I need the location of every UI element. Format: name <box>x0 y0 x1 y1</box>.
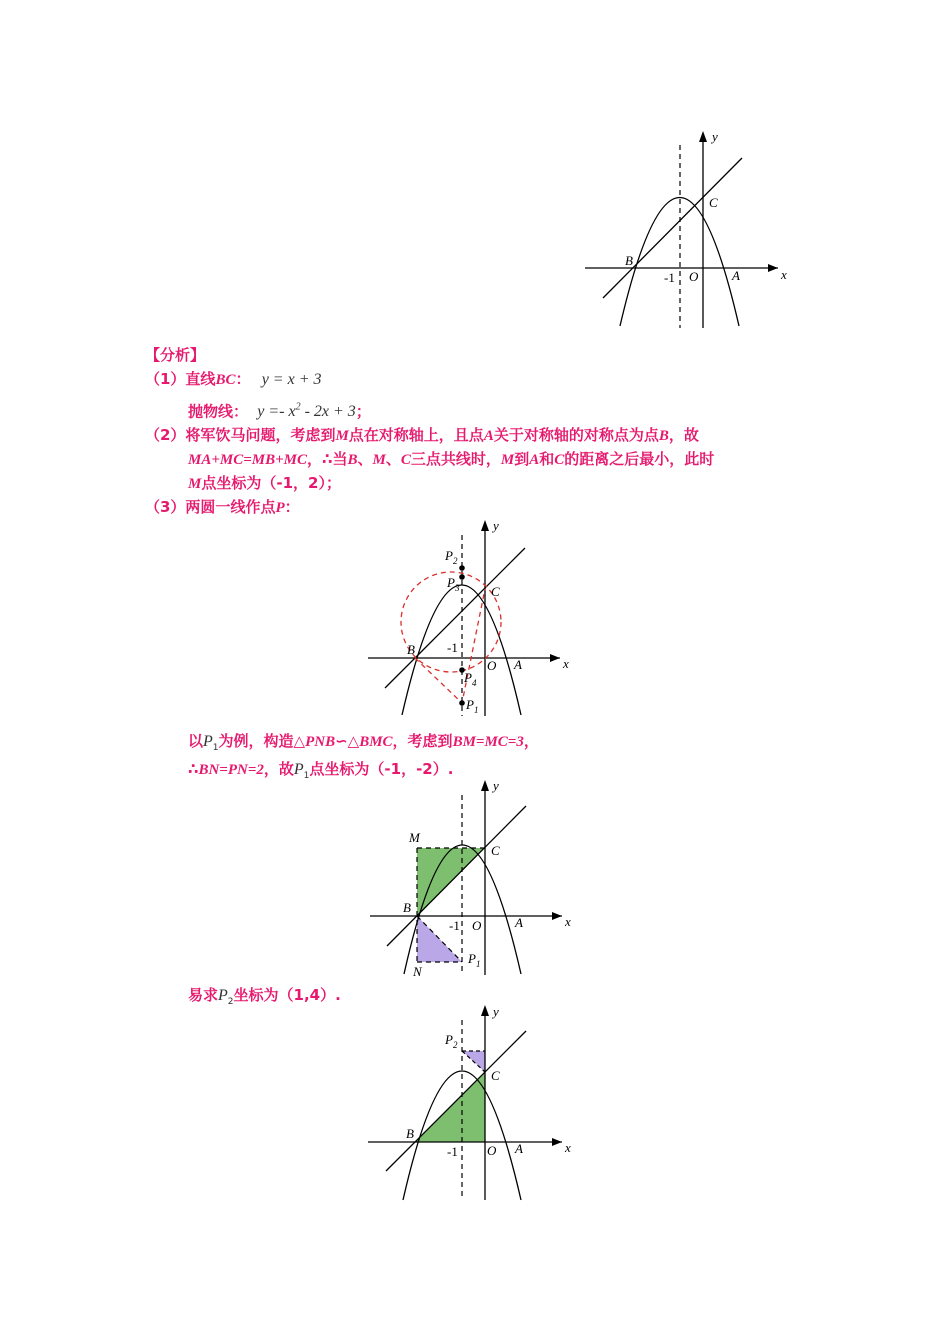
fig2-p1-sub: 1 <box>473 705 479 715</box>
fig2-point-p1 <box>459 700 465 706</box>
parabola-eq-exp: 2 <box>295 402 301 413</box>
p2-l2h: 三点共线时， <box>410 450 501 468</box>
fig3-y-arrow <box>481 780 489 791</box>
parabola-equation <box>257 403 356 420</box>
pp1-a: 以 <box>188 732 204 750</box>
fig3-c-label: C <box>491 843 500 858</box>
pp1-b: 为例，构造△ <box>218 732 306 750</box>
fig2-p4-p: P <box>464 670 472 685</box>
fig1-y-label: y <box>712 129 718 144</box>
fig4-a-label: A <box>515 1141 523 1156</box>
fig2-b-label: B <box>407 642 415 657</box>
figure-2-graph <box>360 515 580 720</box>
fig2-p1-p: P <box>466 697 474 712</box>
pp1-h: BN=PN=2 <box>198 762 264 778</box>
fig4-p2-p: P <box>445 1032 453 1047</box>
pp2-p: P <box>218 987 228 1004</box>
fig2-x-label: x <box>563 656 569 671</box>
part3-line <box>145 497 300 518</box>
pp1-c: ∽△ <box>335 732 360 750</box>
fig1-b-label: B <box>625 253 633 268</box>
fig4-neg1-label: -1 <box>447 1144 458 1159</box>
part2-line2 <box>188 449 714 470</box>
pp1-p2: P <box>293 761 304 778</box>
figure-4-graph <box>360 1000 580 1205</box>
fig2-c-label: C <box>491 584 500 599</box>
p2-l2c: B <box>347 452 358 468</box>
fig4-x-label: x <box>565 1140 571 1155</box>
p2-l2j: 到 <box>514 450 530 468</box>
pp1-p: P <box>203 733 213 750</box>
fig2-o-label: O <box>487 658 497 673</box>
part1-colon: ： <box>235 370 251 388</box>
fig1-parabola <box>620 198 739 327</box>
figure-3-graph <box>360 775 580 980</box>
pp1-d: ，考虑到 <box>392 732 453 750</box>
p2-b1: B <box>658 428 669 444</box>
fig2-x-arrow <box>550 654 560 662</box>
p2-l2g: C <box>400 452 411 468</box>
fig3-axes <box>370 787 562 975</box>
fig1-o-label: O <box>689 269 699 284</box>
fig2-point-p2 <box>459 565 465 571</box>
fig1-a-label: A <box>732 268 740 283</box>
fig4-p2-sub: 2 <box>452 1040 458 1050</box>
fig4-o-label: O <box>487 1143 497 1158</box>
part1-prefix: （1）直线 <box>145 370 216 388</box>
pp2-b: 坐标为（1,4）. <box>233 986 341 1004</box>
fig2-p3-p: P <box>447 575 455 590</box>
fig1-neg1-label: -1 <box>664 270 675 285</box>
fig3-m-label: M <box>409 830 420 845</box>
fig2-p3-sub: 3 <box>454 583 460 593</box>
pp1-g: ∴ <box>188 760 199 778</box>
parabola-line <box>188 398 371 422</box>
parabola-eq-b: - 2x + 3 <box>300 403 356 421</box>
p2-l2k: A <box>529 452 540 468</box>
pp2-sub: 2 <box>227 997 234 1007</box>
pp1-i: ，故 <box>263 760 294 778</box>
parabola-end: ； <box>355 402 371 421</box>
figure-1-graph <box>580 125 800 335</box>
p2-l1d: ，故 <box>668 426 699 444</box>
fig1-y-arrow <box>699 131 707 142</box>
fig2-point-p3 <box>459 574 465 580</box>
part1-bc: BC <box>215 372 236 388</box>
fig2-line-bc <box>385 548 525 688</box>
pp1-f: ， <box>523 732 539 750</box>
fig4-y-label: y <box>493 1004 499 1019</box>
fig3-neg1-label: -1 <box>449 918 460 933</box>
fig4-b-label: B <box>406 1126 414 1141</box>
p3-colon: ： <box>284 498 300 516</box>
fig2-p4-sub: 4 <box>471 678 477 688</box>
fig1-axes <box>585 138 778 328</box>
fig3-x-arrow <box>552 912 562 920</box>
fig3-y-label: y <box>493 778 499 793</box>
part2-line3 <box>188 473 341 494</box>
fig1-x-label: x <box>781 267 787 282</box>
parabola-label: 抛物线： <box>188 402 249 421</box>
p2-l3b: 点坐标为（-1，2）； <box>201 474 341 492</box>
p2-l2e: M <box>372 452 386 468</box>
p1-line1 <box>188 731 539 758</box>
fig2-p3-label <box>446 575 460 593</box>
p2-l2d: 、 <box>357 450 373 468</box>
p3-p: P <box>275 500 285 516</box>
fig4-x-arrow <box>552 1138 562 1146</box>
part2-line1 <box>145 425 699 446</box>
p2-l2l: 和 <box>539 450 555 468</box>
fig2-a-label: A <box>514 657 522 672</box>
fig3-b-label: B <box>403 900 411 915</box>
fig3-a-label: A <box>515 915 523 930</box>
pp1-pnb: PNB <box>305 734 336 750</box>
p2-l2a: MA+MC=MB+MC <box>188 452 308 468</box>
fig3-p1-sub: 1 <box>475 959 481 969</box>
p2-l1b: 点在对称轴上，且点 <box>348 426 484 444</box>
fig2-y-arrow <box>481 520 489 531</box>
fig2-axes <box>368 526 560 716</box>
p2-l2m: C <box>554 452 565 468</box>
fig2-p2-sub: 2 <box>452 556 458 566</box>
fig3-n-label: N <box>413 964 422 979</box>
p2-l3a: M <box>188 476 202 492</box>
pp1-sub: 1 <box>212 743 219 753</box>
fig2-p2-p: P <box>445 548 453 563</box>
pp1-j: 点坐标为（-1，-2）. <box>309 760 454 778</box>
pp1-e: BM=MC=3 <box>452 734 524 750</box>
fig1-x-arrow <box>768 264 778 272</box>
fig4-y-arrow <box>481 1005 489 1016</box>
fig3-p1-label <box>467 951 480 969</box>
parabola-eq-a: y =- x <box>257 403 296 421</box>
fig2-neg1-label: -1 <box>447 640 458 655</box>
p2-m1: M <box>335 428 349 444</box>
p2-l2f: 、 <box>385 450 401 468</box>
fig2-p1-label <box>465 697 478 715</box>
fig2-y-label: y <box>493 518 499 533</box>
p2-l2n: 的距离之后最小，此时 <box>564 450 715 468</box>
p3-text: （3）两圆一线作点 <box>145 498 276 516</box>
pp1-sub2: 1 <box>303 771 310 781</box>
fig2-parabola <box>402 585 521 715</box>
p2-l1c: 关于对称轴的对称点为点 <box>493 426 659 444</box>
p2-l1a: （2）将军饮马问题，考虑到 <box>145 426 336 444</box>
pp1-bmc: BMC <box>359 734 393 750</box>
part1-line <box>145 369 322 390</box>
fig4-c-label: C <box>491 1068 500 1083</box>
fig1-c-label: C <box>709 195 718 210</box>
fig3-o-label: O <box>472 918 482 933</box>
p2-l2b: ，∴当 <box>307 450 348 468</box>
fig2-p2-label <box>444 548 458 566</box>
pp2-a: 易求 <box>188 986 219 1004</box>
fig4-p2-label <box>444 1032 458 1050</box>
fig3-x-label: x <box>565 914 571 929</box>
p2-a1: A <box>483 428 494 444</box>
analysis-heading: 【分析】 <box>145 346 206 364</box>
line-equation: y = x + 3 <box>261 371 322 388</box>
p2-line <box>188 985 341 1012</box>
fig3-p1-p: P <box>468 951 476 966</box>
p2-l2i: M <box>500 452 515 468</box>
